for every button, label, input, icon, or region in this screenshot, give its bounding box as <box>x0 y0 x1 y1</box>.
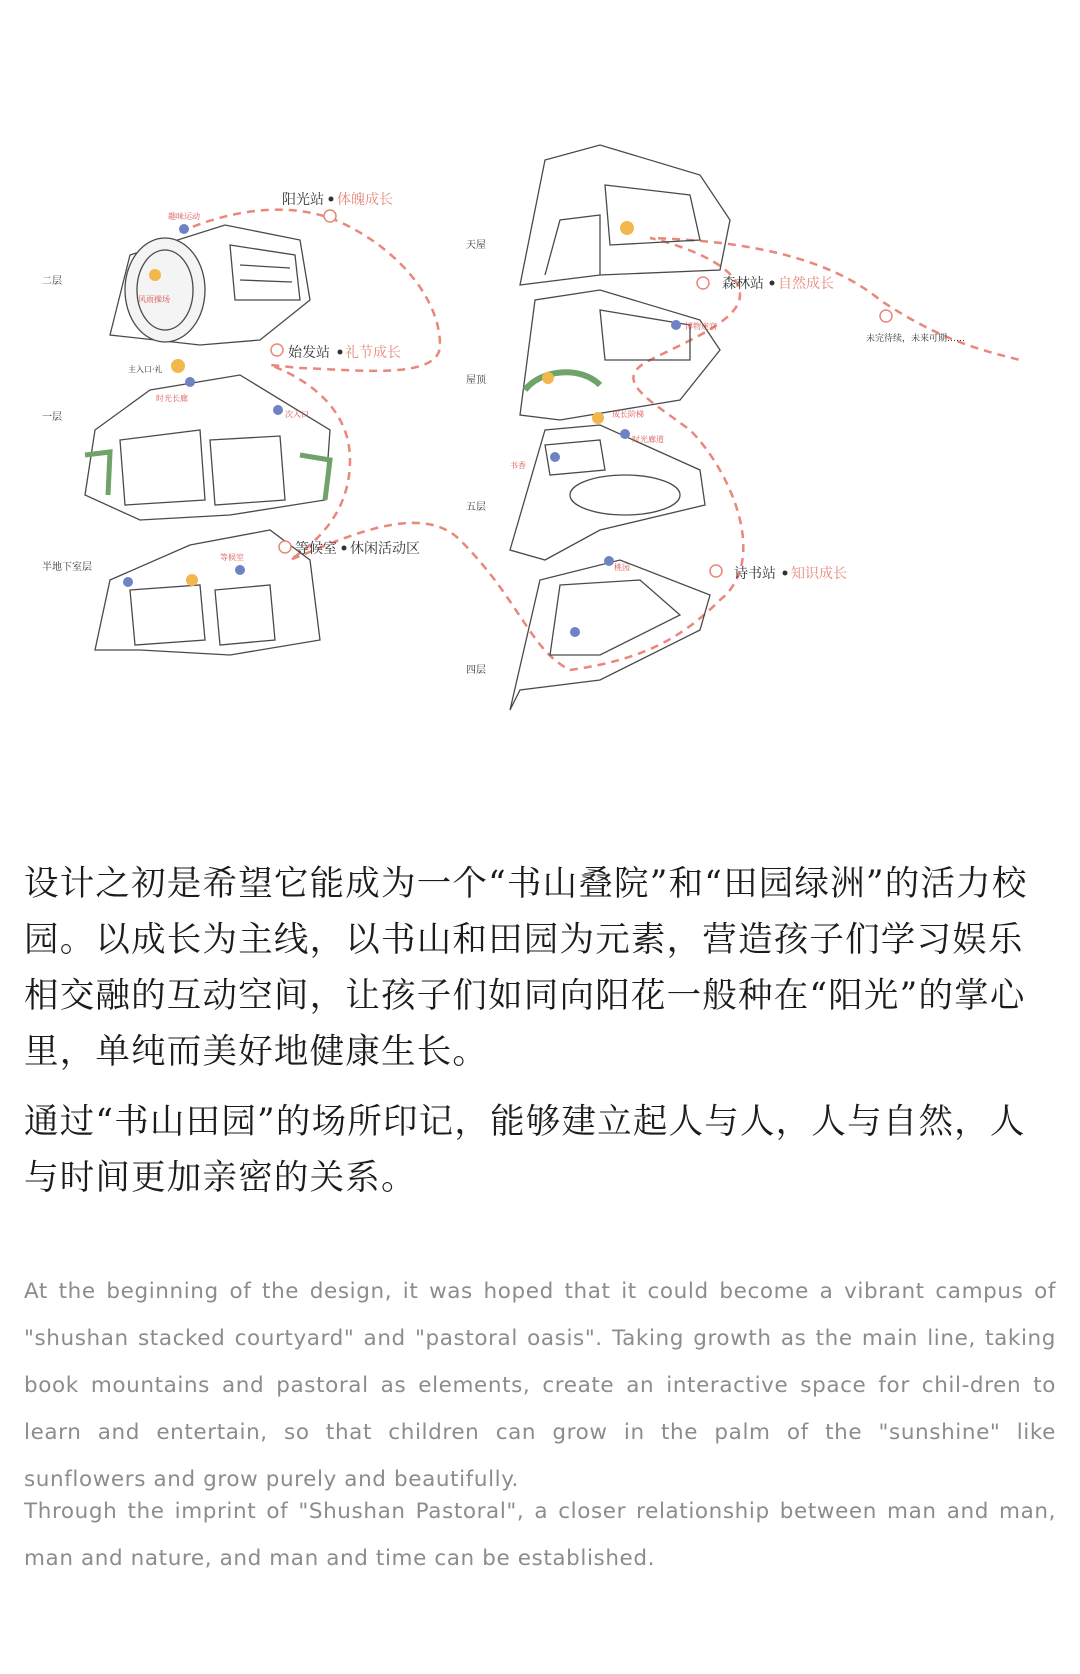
svg-text:自然成长: 自然成长 <box>778 276 834 292</box>
floor-label: 天屋 <box>466 240 486 251</box>
floor-label: 四层 <box>466 665 486 676</box>
plan-first-floor <box>85 375 330 520</box>
svg-text:等候室: 等候室 <box>220 553 244 562</box>
floor-plan-diagram <box>0 0 1080 820</box>
svg-text:森林站: 森林站 <box>722 276 764 292</box>
station-departure <box>288 344 401 361</box>
chinese-paragraph-1: 设计之初是希望它能成为一个“书山叠院”和“田园绿洲”的活力校园。以成长为主线，以书山和田园为元素，营造孩子们学习娱乐相交融的互动空间，让孩子们如同向阳花一般种在“阳光”的掌心里，单纯而美好地健康生长。 <box>24 864 1028 1072</box>
svg-text:主入口·礼: 主入口·礼 <box>128 365 163 374</box>
plan-roof <box>520 290 720 420</box>
floor-label: 一层 <box>42 412 62 423</box>
chinese-paragraph-2: 通过“书山田园”的场所印记，能够建立起人与人，人与自然，人与时间更加亲密的关系。 <box>24 1102 1026 1198</box>
svg-text:始发站: 始发站 <box>288 345 330 361</box>
english-paragraph-1: At the beginning of the design, it was hoped that it could become a vibrant campus of "shushan stacked courtyard" and "pastoral oasis". Taking growth as the main line, taking book mountains and pastoral as elements, create an interactive space for chil-dren to learn and entertain, so that children can grow in the palm of the "sunshine" like sunflowers and grow purely and beautifully. <box>24 1279 1056 1492</box>
plan-fifth-floor <box>510 425 705 560</box>
svg-text:时光长廊: 时光长廊 <box>156 394 188 403</box>
pins <box>123 221 681 637</box>
plan-second-floor <box>110 225 310 345</box>
svg-text:时光廊道: 时光廊道 <box>632 435 664 444</box>
svg-text:成长阶梯: 成长阶梯 <box>612 410 644 419</box>
svg-text:阳光站: 阳光站 <box>282 192 324 208</box>
station-waiting-room <box>295 540 420 557</box>
floor-label: 五层 <box>466 502 486 513</box>
plan-fourth-floor <box>510 560 710 710</box>
svg-text:桃园: 桃园 <box>614 563 630 572</box>
svg-text:趣味运动: 趣味运动 <box>168 212 200 221</box>
svg-text:等候室: 等候室 <box>295 541 337 557</box>
svg-text:休闲活动区: 休闲活动区 <box>350 541 420 557</box>
station-sunshine <box>282 191 393 208</box>
station-markers <box>271 210 892 577</box>
svg-text:诗书站: 诗书站 <box>734 566 776 582</box>
station-forest <box>722 275 834 292</box>
ending-note: 未完待续，未来可期…… <box>866 334 966 344</box>
english-paragraph-2: Through the imprint of "Shushan Pastoral", a closer relationship between man and man, man and nature, and man and time can be established. <box>24 1499 1056 1571</box>
svg-text:礼节成长: 礼节成长 <box>345 345 401 361</box>
station-poetry <box>734 565 847 582</box>
svg-text:体魄成长: 体魄成长 <box>337 192 393 208</box>
plan-roof-top <box>520 145 730 285</box>
floor-label: 二层 <box>42 276 62 287</box>
svg-text:风雨操场: 风雨操场 <box>138 295 170 304</box>
floor-label: 半地下室层 <box>42 562 92 573</box>
svg-text:知识成长: 知识成长 <box>791 566 847 582</box>
svg-text:书香: 书香 <box>510 461 526 470</box>
small-labels <box>128 211 717 572</box>
floor-label: 屋顶 <box>466 375 486 386</box>
svg-text:次入口: 次入口 <box>285 410 309 419</box>
svg-text:博物迷宫: 博物迷宫 <box>685 322 717 331</box>
